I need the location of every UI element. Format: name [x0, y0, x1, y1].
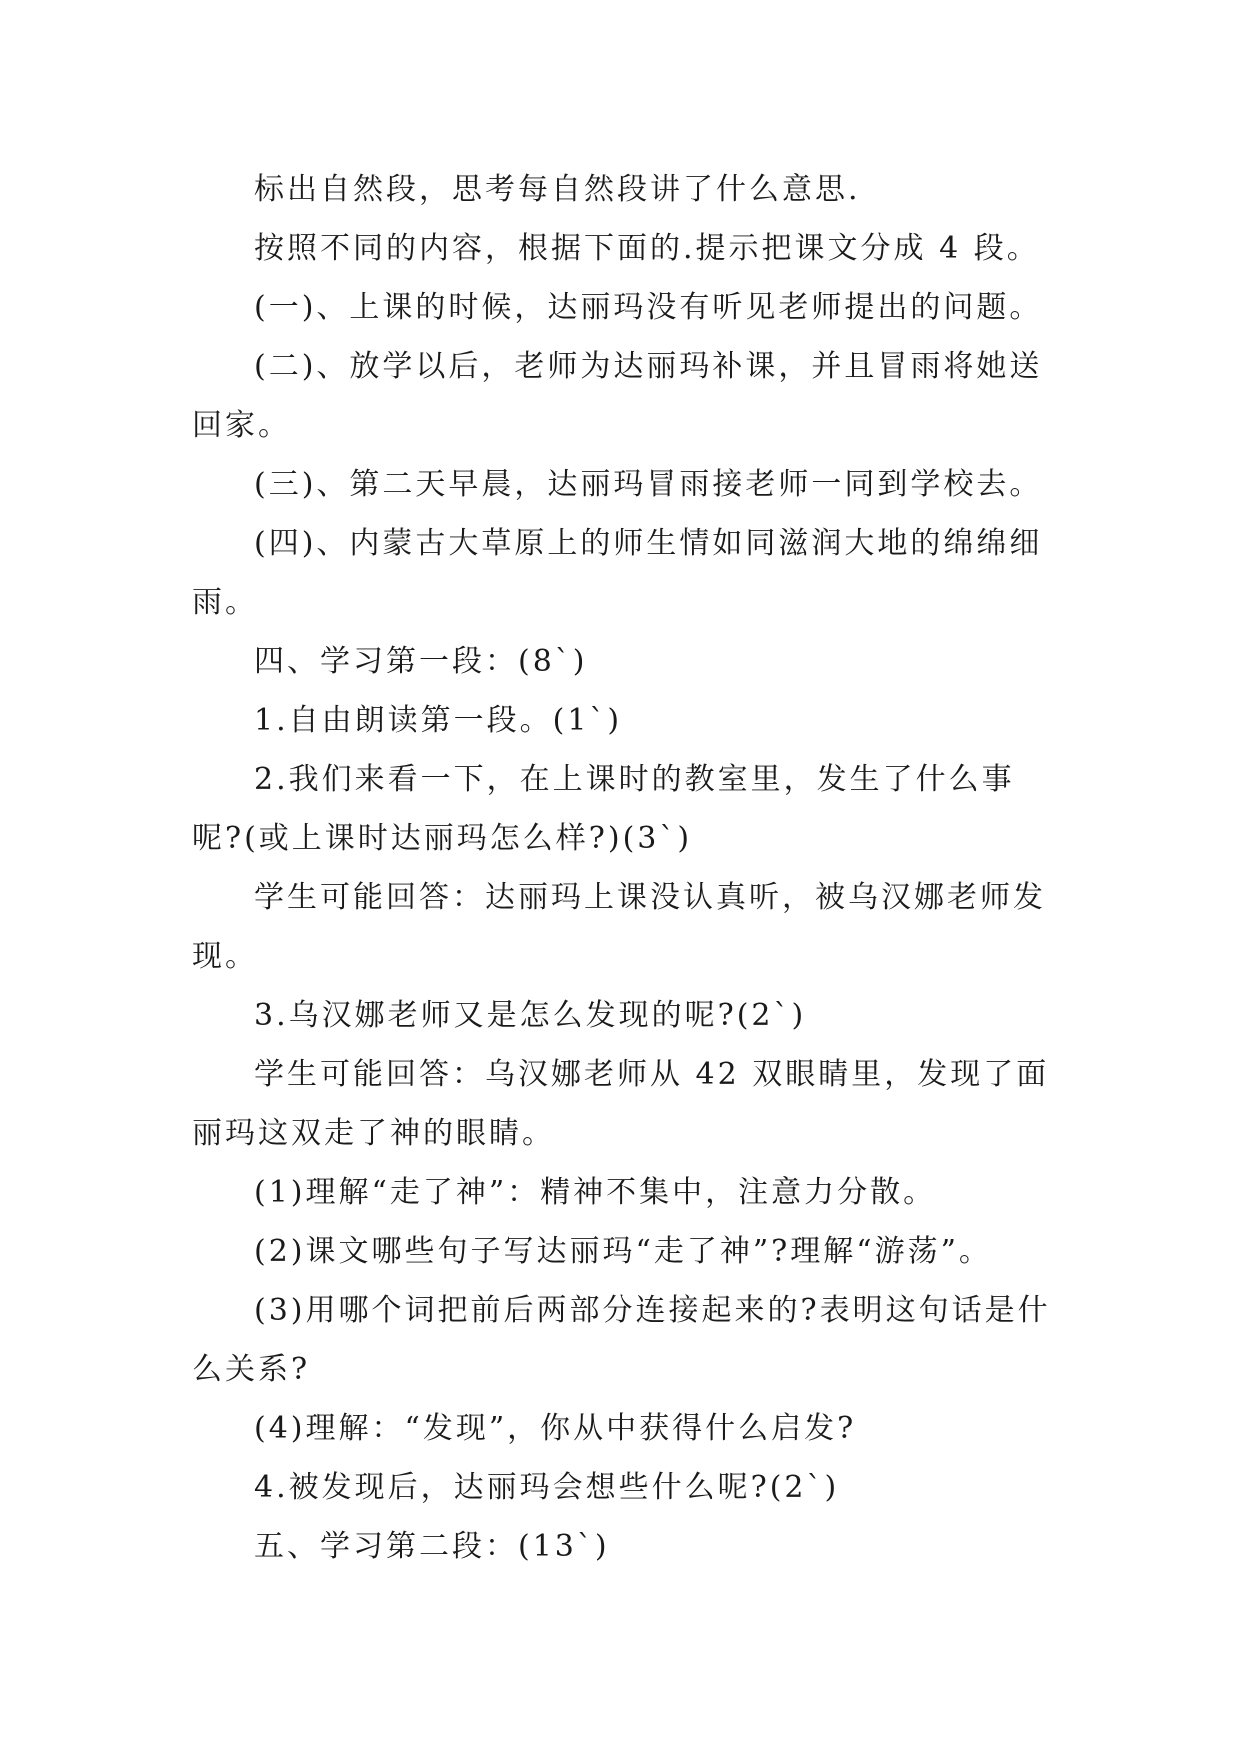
text-line: (二)、放学以后，老师为达丽玛补课，并且冒雨将她送: [254, 349, 1043, 384]
text-line: (2)课文哪些句子写达丽玛“走了神”?理解“游荡”。: [254, 1234, 992, 1269]
text-line: 学生可能回答：达丽玛上课没认真听，被乌汉娜老师发: [254, 880, 1046, 915]
text-line: 四、学习第一段：(8`): [254, 644, 588, 679]
text-line: (4)理解：“发现”，你从中获得什么启发?: [254, 1411, 857, 1446]
text-line: 回家。: [192, 408, 291, 443]
text-line: 丽玛这双走了神的眼睛。: [192, 1116, 555, 1151]
text-line: 4.被发现后，达丽玛会想些什么呢?(2`): [254, 1470, 840, 1505]
text-line: (一)、上课的时候，达丽玛没有听见老师提出的问题。: [254, 290, 1043, 325]
text-line: (四)、内蒙古大草原上的师生情如同滋润大地的绵绵细: [254, 526, 1043, 561]
text-line: 学生可能回答：乌汉娜老师从 42 双眼睛里，发现了面: [254, 1057, 1050, 1092]
text-line: 呢?(或上课时达丽玛怎么样?)(3`): [192, 821, 693, 856]
document-body: [192, 160, 1072, 1576]
text-line: (三)、第二天早晨，达丽玛冒雨接老师一同到学校去。: [254, 467, 1043, 502]
text-line: 雨。: [192, 585, 258, 620]
text-line: 标出自然段，思考每自然段讲了什么意思.: [254, 172, 861, 207]
text-line: (3)用哪个词把前后两部分连接起来的?表明这句话是什: [254, 1293, 1051, 1328]
text-line: 么关系?: [192, 1352, 311, 1387]
text-line: 按照不同的内容，根据下面的.提示把课文分成 4 段。: [254, 231, 1040, 266]
text-line: 五、学习第二段：(13`): [254, 1529, 610, 1564]
text-line: 2.我们来看一下，在上课时的教室里，发生了什么事: [254, 762, 1015, 797]
text-line: 3.乌汉娜老师又是怎么发现的呢?(2`): [254, 998, 807, 1033]
text-line: 1.自由朗读第一段。(1`): [254, 703, 623, 738]
text-line: (1)理解“走了神”：精神不集中，注意力分散。: [254, 1175, 937, 1210]
text-line: 现。: [192, 939, 258, 974]
